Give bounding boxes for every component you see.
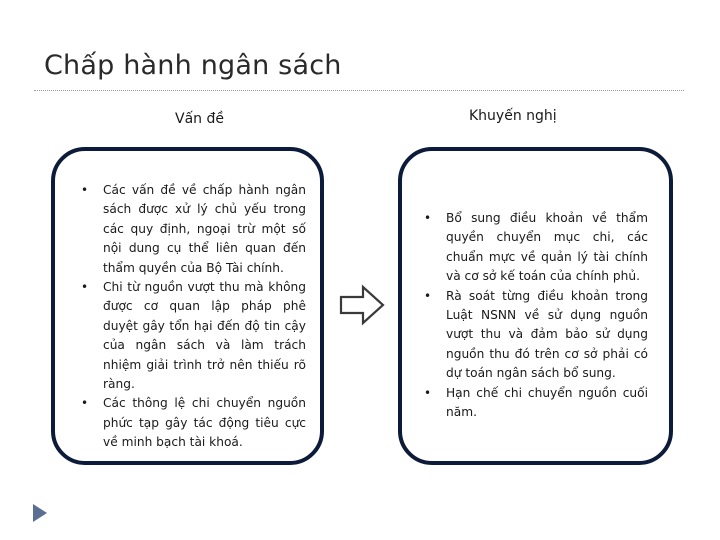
issue-text: Các vấn đề về chấp hành ngân sách được xử lý chủ yếu trong các quy định, ngoại trừ một số nội dung cụ thể liên quan đến thẩm quyền của Bộ Tài chính. [103,183,306,275]
bullet-icon: • [424,211,432,225]
issues-list [81,181,306,453]
bullet-icon: • [81,183,89,197]
right-column-heading: Khuyến nghị [469,108,557,124]
play-triangle-icon[interactable] [31,503,49,523]
bullet-icon: • [81,280,89,295]
recommendations-list [424,209,648,422]
list-item [424,209,648,287]
slide-title: Chấp hành ngân sách [44,50,342,81]
list-item [81,181,306,278]
recommendation-text: Hạn chế chi chuyển nguồn cuối năm. [446,385,648,420]
bullet-icon: • [81,396,89,411]
issue-text: Chi từ nguồn vượt thu mà không được cơ quan lập pháp phê duyệt gây tổn hại đến độ tin cậy của ngân sách và làm trách nhiệm giải trình trở nên thiếu rõ ràng. [103,280,306,392]
issue-text: Các thông lệ chi chuyển nguồn phức tạp gây tác động tiêu cực về minh bạch tài khoá. [103,396,306,450]
list-item [81,278,306,394]
title-divider [34,90,684,91]
list-item [424,287,648,384]
list-item [81,394,306,452]
bullet-icon: • [424,288,432,303]
recommendation-text: Rà soát từng điều khoản trong Luật NSNN về sử dụng nguồn vượt thu và đảm bảo sử dụng nguồn thu đó trên cơ sở phải có dự toán ngân sách bổ sung. [446,288,648,381]
right-arrow-icon [339,284,385,326]
list-item [424,384,648,423]
recommendation-text: Bổ sung điều khoản về thẩm quyền chuyển mục chi, các chuẩn mực về quản lý tài chính và cơ sở kế toán của chính phủ. [446,211,648,284]
bullet-icon: • [424,385,432,400]
left-column-heading: Vấn đề [175,111,224,127]
